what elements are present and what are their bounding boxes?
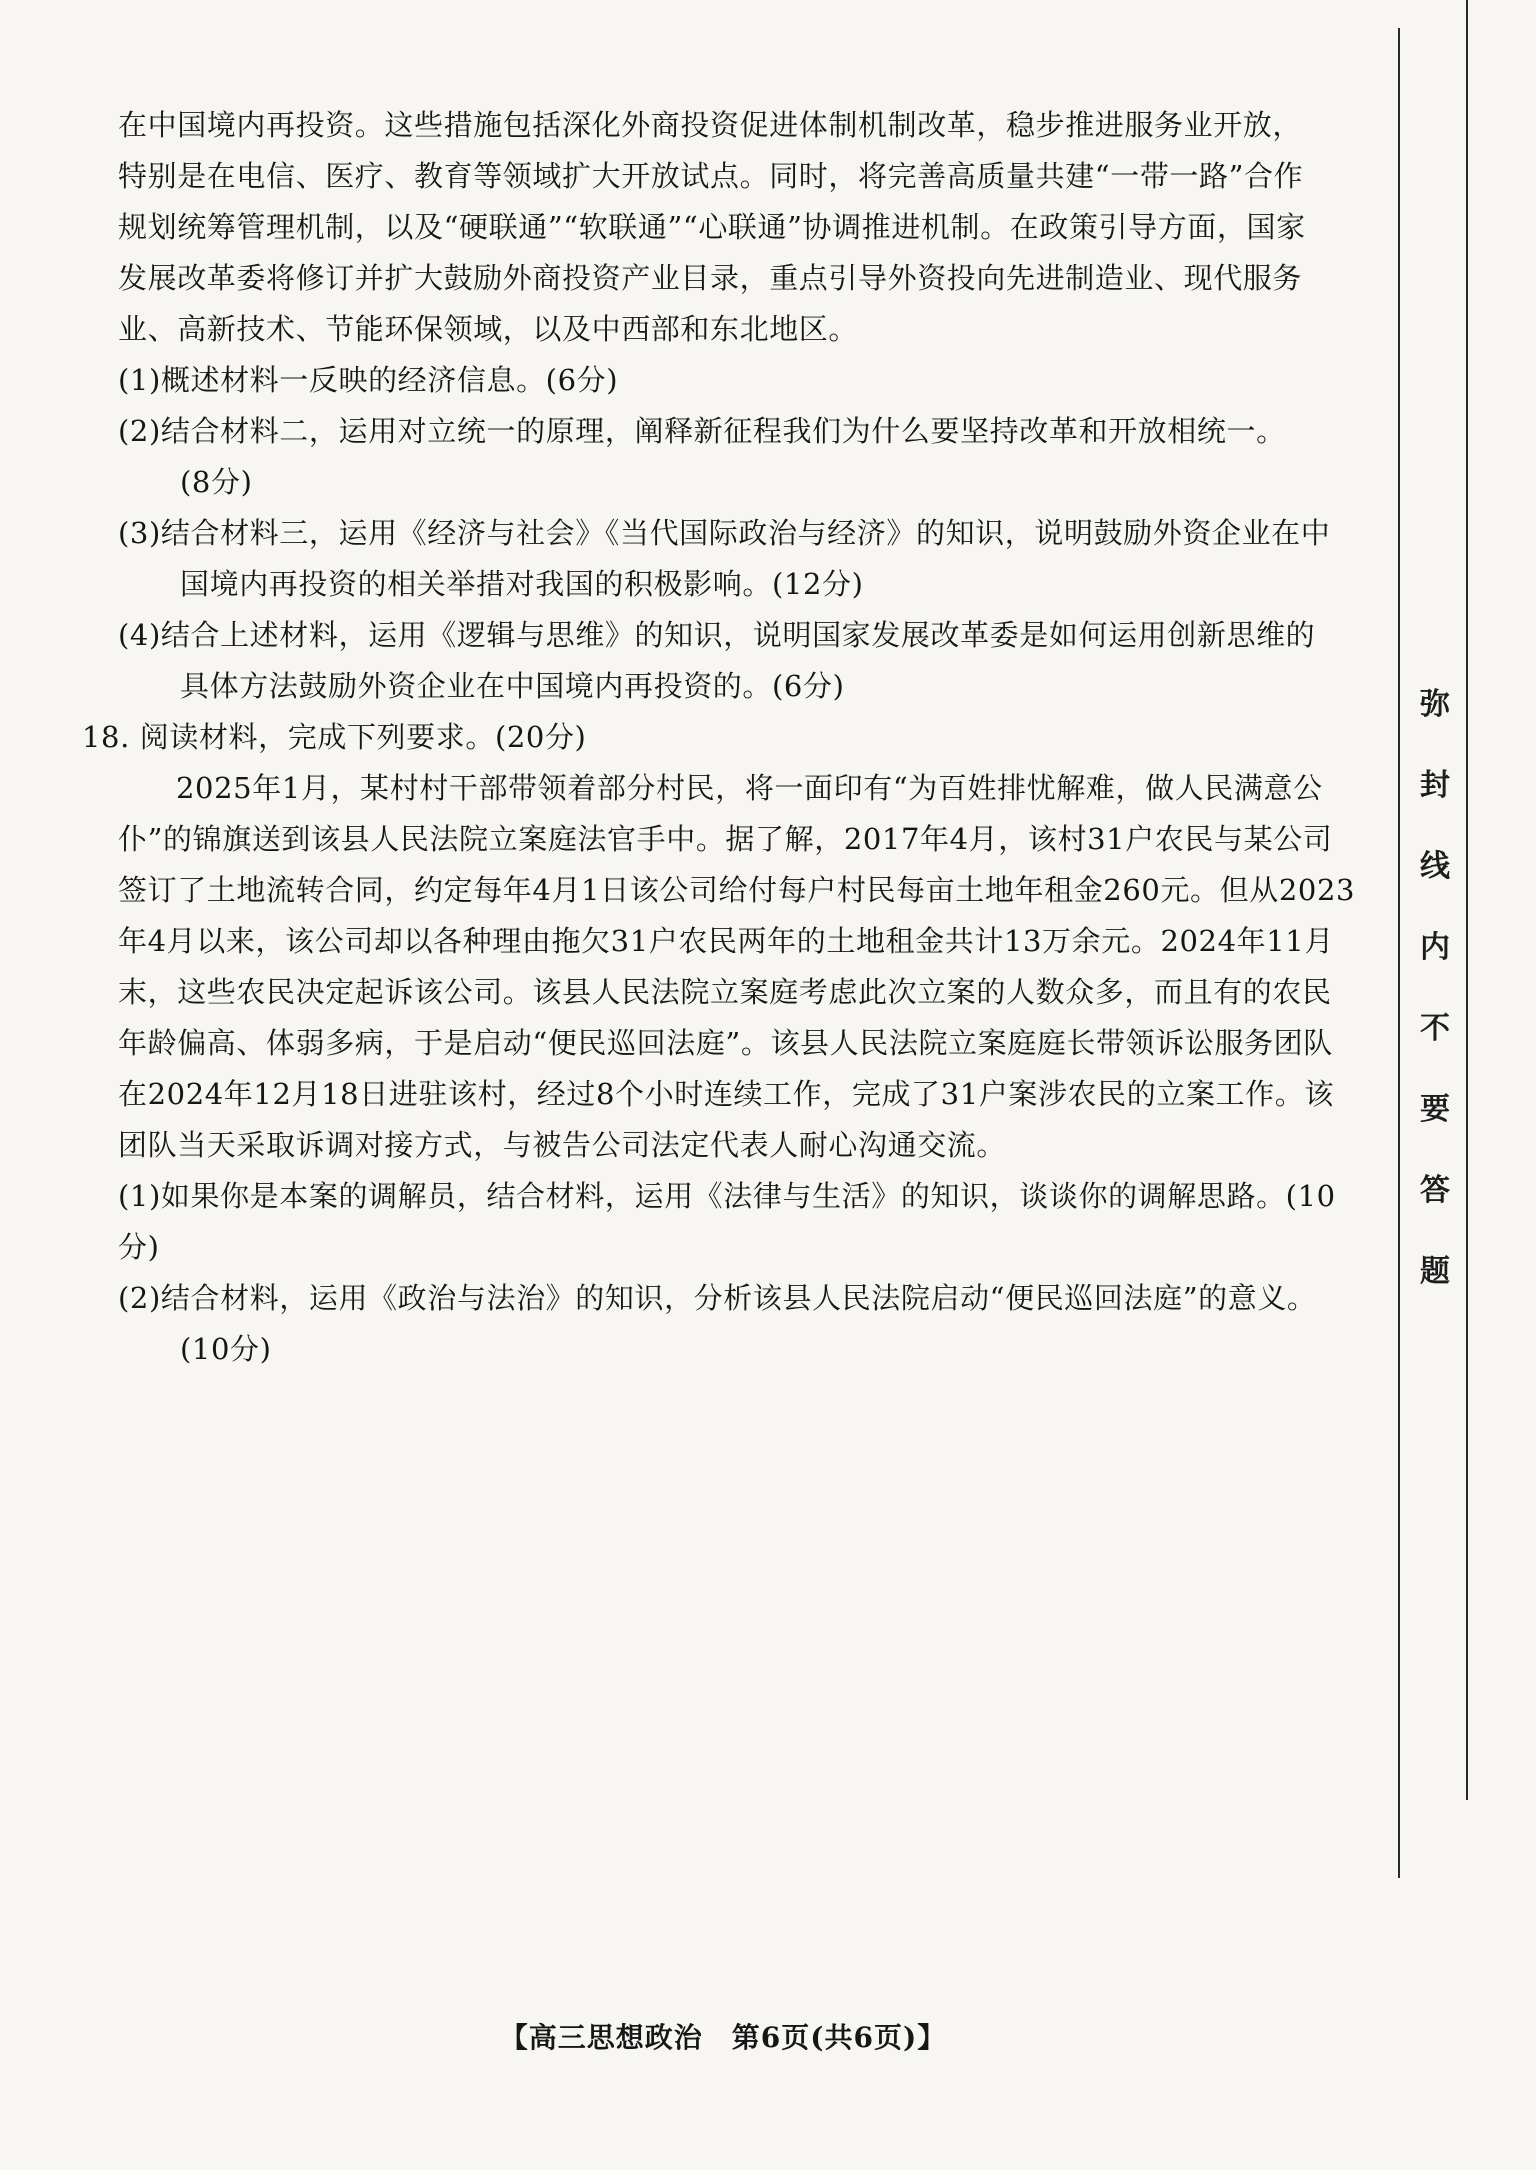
question-17-subquestions: [118, 355, 1358, 712]
seal-char: 弥: [1420, 687, 1450, 722]
subquestion-17-2: (2)结合材料二，运用对立统一的原理，阐释新征程我们为什么要坚持改革和开放相统一。: [118, 414, 1286, 448]
subquestion-17-3: (3)结合材料三，运用《经济与社会》《当代国际政治与经济》的知识，说明鼓励外资企业在中: [118, 516, 1331, 550]
seal-char: 答: [1420, 1173, 1450, 1208]
subquestion-18-1: (1)如果你是本案的调解员，结合材料，运用《法律与生活》的知识，谈谈你的调解思路。(10分): [118, 1179, 1336, 1264]
seal-char: 要: [1420, 1092, 1450, 1127]
binding-line: [1398, 28, 1400, 1878]
binding-line: [1466, 0, 1468, 1800]
material-three-continuation: [118, 100, 1358, 355]
question-18-material: 2025年1月，某村村干部带领着部分村民，将一面印有“为百姓排忧解难，做人民满意公仆”的锦旗送到该县人民法院立案庭法官手中。据了解，2017年4月，该村31户农民与某公司签订了土地流转合同，约定每年4月1日该公司给付每户村民每亩土地年租金260元。但从2023年4月以来，该公司却以各种理由拖欠31户农民两年的土地租金共计13万余元。2024年11月末，这些农民决定起诉该公司。该县人民法院立案庭考虑此次立案的人数众多，而且有的农民年龄偏高、体弱多病，于是启动“便民巡回法庭”。该县人民法院立案庭庭长带领诉讼服务团队在2024年12月18日进驻该村，经过8个小时连续工作，完成了31户案涉农民的立案工作。该团队当天采取诉调对接方式，与被告公司法定代表人耐心沟通交流。: [118, 771, 1356, 1162]
subquestion-17-4: (4)结合上述材料，运用《逻辑与思维》的知识，说明国家发展改革委是如何运用创新思维的: [118, 618, 1316, 652]
subquestion-17-2-score: (8分): [180, 465, 253, 499]
seal-char: 不: [1420, 1011, 1450, 1046]
seal-char: 内: [1420, 930, 1450, 965]
seal-char: 线: [1420, 849, 1450, 884]
subquestion-18-2-score: (10分): [180, 1332, 272, 1366]
question-18: [82, 712, 1358, 1375]
text-line: 规划统筹管理机制，以及“硬联通”“软联通”“心联通”协调推进机制。在政策引导方面，国家: [118, 210, 1306, 244]
subquestion-17-3-continued: 国境内再投资的相关举措对我国的积极影响。(12分): [180, 567, 864, 601]
page-footer: [0, 2016, 1536, 2056]
text-line: 特别是在电信、医疗、教育等领域扩大开放试点。同时，将完善高质量共建“一带一路”合作: [118, 159, 1304, 193]
seal-char: 题: [1420, 1254, 1450, 1289]
text-line: 发展改革委将修订并扩大鼓励外商投资产业目录，重点引导外资投向先进制造业、现代服务: [118, 261, 1303, 295]
question-18-heading: 18. 阅读材料，完成下列要求。(20分): [82, 720, 587, 754]
seal-char: 封: [1420, 768, 1450, 803]
subquestion-17-1: (1)概述材料一反映的经济信息。(6分): [118, 363, 619, 397]
footer-text: 【高三思想政治 第6页(共6页)】: [499, 2021, 947, 2054]
binding-margin: [1398, 0, 1536, 2170]
exam-content: [82, 100, 1358, 1375]
seal-line-notice: [1410, 687, 1460, 1338]
text-line: 业、高新技术、节能环保领域，以及中西部和东北地区。: [118, 312, 859, 346]
subquestion-17-4-continued: 具体方法鼓励外资企业在中国境内再投资的。(6分): [180, 669, 845, 703]
text-line: 在中国境内再投资。这些措施包括深化外商投资促进体制机制改革，稳步推进服务业开放，: [118, 108, 1303, 142]
subquestion-18-2: (2)结合材料，运用《政治与法治》的知识，分析该县人民法院启动“便民巡回法庭”的意义。: [118, 1281, 1317, 1315]
